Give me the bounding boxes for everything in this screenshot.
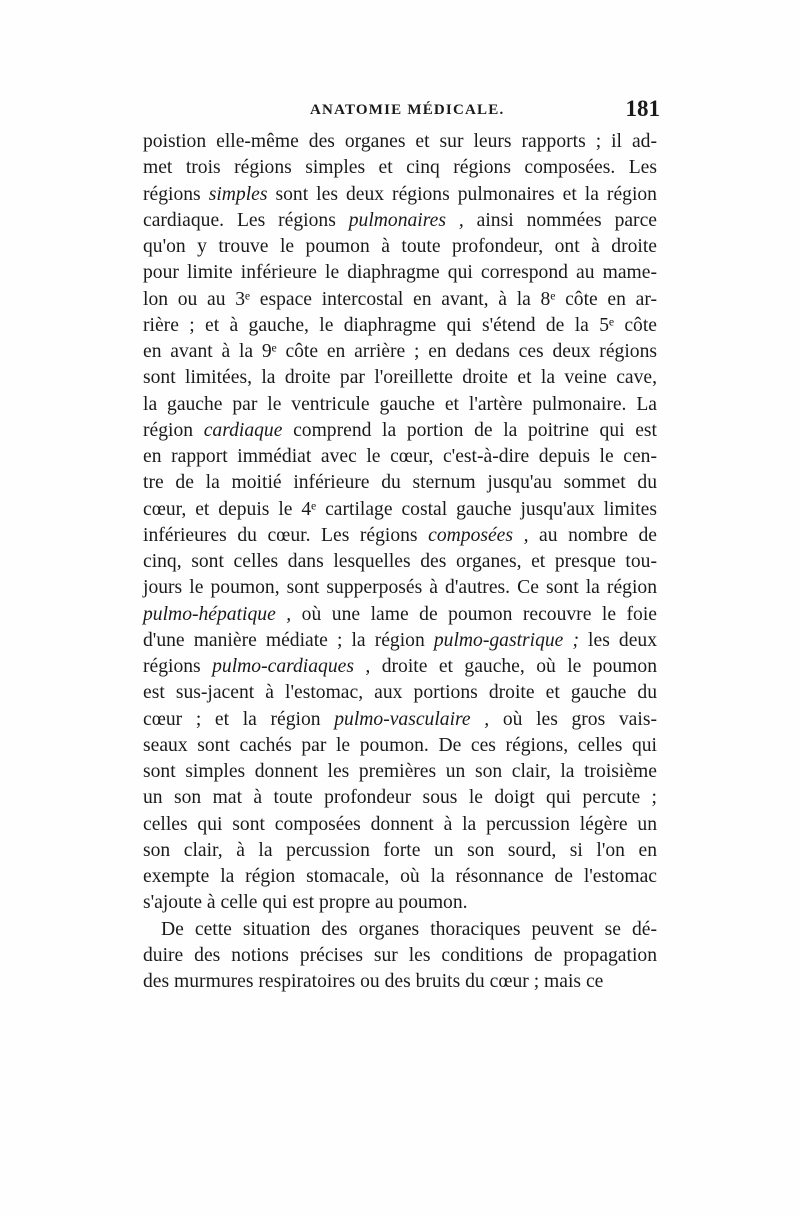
text-run: cœur, et depuis le 4ᵉ cartilage costal gauche jusqu'aux limites — [143, 498, 657, 520]
page-number: 181 — [625, 96, 660, 121]
text-run: lon ou au 3ᵉ espace intercostal en avant, à la 8ᵉ côte en ar- — [143, 288, 657, 310]
italic-term: composées , — [428, 524, 529, 546]
text-line — [143, 444, 657, 470]
text-run: comprend la portion de la poitrine qui est — [282, 419, 657, 441]
running-title: ANATOMIE MÉDICALE. — [310, 102, 505, 118]
italic-term: cardiaque — [203, 419, 283, 441]
text-run: exempte la région stomacale, où la résonnance de l'estomac — [143, 866, 657, 887]
text-run: un son mat à toute profondeur sous le doigt qui percute ; — [143, 787, 657, 809]
text-line — [143, 654, 657, 680]
text-line — [143, 470, 657, 496]
text-line — [143, 680, 657, 706]
text-run: ainsi nommées parce — [463, 209, 657, 231]
text-line — [143, 917, 657, 943]
text-line — [143, 208, 657, 234]
text-run: rière ; et à gauche, le diaphragme qui s'étend de la 5ᵉ côte — [143, 314, 657, 336]
text-line — [143, 497, 657, 523]
italic-term: pulmo-cardiaques , — [212, 656, 371, 677]
italic-term: simples — [208, 183, 268, 205]
text-line — [143, 549, 657, 575]
text-line — [143, 812, 657, 838]
text-line — [143, 628, 657, 654]
text-run: droite et gauche, où le poumon — [370, 656, 657, 677]
text-line — [143, 418, 657, 444]
text-run: la gauche par le ventricule gauche et l'artère pulmonaire. La — [143, 393, 657, 415]
text-line — [143, 759, 657, 785]
running-head — [138, 96, 660, 126]
text-run: où une lame de poumon recouvre le foie — [291, 603, 657, 625]
text-run: cœur ; et la région — [143, 708, 335, 730]
text-run: s'ajoute à celle qui est propre au poumon. — [143, 892, 468, 914]
text-run: des murmures respiratoires ou des bruits du cœur ; mais ce — [143, 971, 604, 992]
text-run: en rapport immédiat avec le cœur, c'est-à-dire depuis le cen- — [143, 446, 657, 467]
text-line — [143, 523, 657, 549]
text-run: De cette situation des organes thoraciques peuvent se dé- — [161, 918, 657, 940]
text-line — [143, 864, 657, 890]
text-run: qu'on y trouve le poumon à toute profondeur, ont à droite — [143, 236, 657, 257]
text-run: met trois régions simples et cinq régions composées. Les — [143, 157, 657, 179]
text-line — [143, 707, 657, 733]
italic-term: pulmonaires , — [348, 209, 464, 231]
text-run: cardiaque. Les régions — [143, 209, 349, 231]
text-line — [143, 365, 657, 391]
text-run: les deux — [578, 629, 657, 651]
text-line — [143, 182, 657, 208]
text-line — [143, 260, 657, 286]
text-line — [143, 785, 657, 811]
text-run: pour limite inférieure le diaphragme qui correspond au mame- — [143, 262, 657, 284]
text-run: sont limitées, la droite par l'oreillette droite et la veine cave, — [143, 367, 657, 389]
text-run: en avant à la 9ᵉ côte en arrière ; en dedans ces deux régions — [143, 341, 657, 362]
text-run: jours le poumon, sont supperposés à d'autres. Ce sont la région — [143, 577, 657, 599]
text-run: est sus-jacent à l'estomac, aux portions droite et gauche du — [143, 682, 657, 704]
text-run: au nombre de — [528, 524, 657, 546]
text-run: sont simples donnent les premières un son clair, la troisième — [143, 761, 657, 782]
text-run: poistion elle-même des organes et sur leurs rapports ; il ad- — [143, 131, 657, 152]
text-line — [143, 339, 657, 365]
text-line — [143, 838, 657, 864]
text-line — [143, 890, 657, 916]
text-run: seaux sont cachés par le poumon. De ces régions, celles qui — [143, 734, 657, 756]
text-run: tre de la moitié inférieure du sternum jusqu'au sommet du — [143, 472, 657, 494]
text-run: celles qui sont composées donnent à la percussion légère un — [143, 813, 657, 835]
text-line — [143, 733, 657, 759]
text-run: région — [143, 419, 204, 441]
text-line — [143, 129, 657, 155]
italic-term: pulmo-vasculaire , — [334, 708, 490, 730]
text-run: duire des notions précises sur les conditions de propagation — [143, 944, 657, 966]
text-run: sont les deux régions pulmonaires et la région — [267, 183, 657, 205]
text-run: son clair, à la percussion forte un son sourd, si l'on en — [143, 839, 657, 861]
text-line — [143, 234, 657, 260]
text-run: où les gros vais- — [489, 708, 657, 730]
text-line — [143, 392, 657, 418]
text-line — [143, 969, 657, 995]
text-line — [143, 313, 657, 339]
text-run: régions — [143, 656, 213, 677]
text-line — [143, 155, 657, 181]
text-run: inférieures du cœur. Les régions — [143, 524, 429, 546]
text-run: cinq, sont celles dans lesquelles des organes, et presque tou- — [143, 551, 657, 572]
italic-term: pulmo-gastrique ; — [433, 629, 579, 651]
text-line — [143, 602, 657, 628]
text-run: régions — [143, 183, 209, 205]
text-run: d'une manière médiate ; la région — [143, 629, 434, 651]
text-line — [143, 943, 657, 969]
italic-term: pulmo-hépatique , — [143, 603, 292, 625]
body-text — [143, 129, 657, 995]
text-line — [143, 287, 657, 313]
text-line — [143, 575, 657, 601]
